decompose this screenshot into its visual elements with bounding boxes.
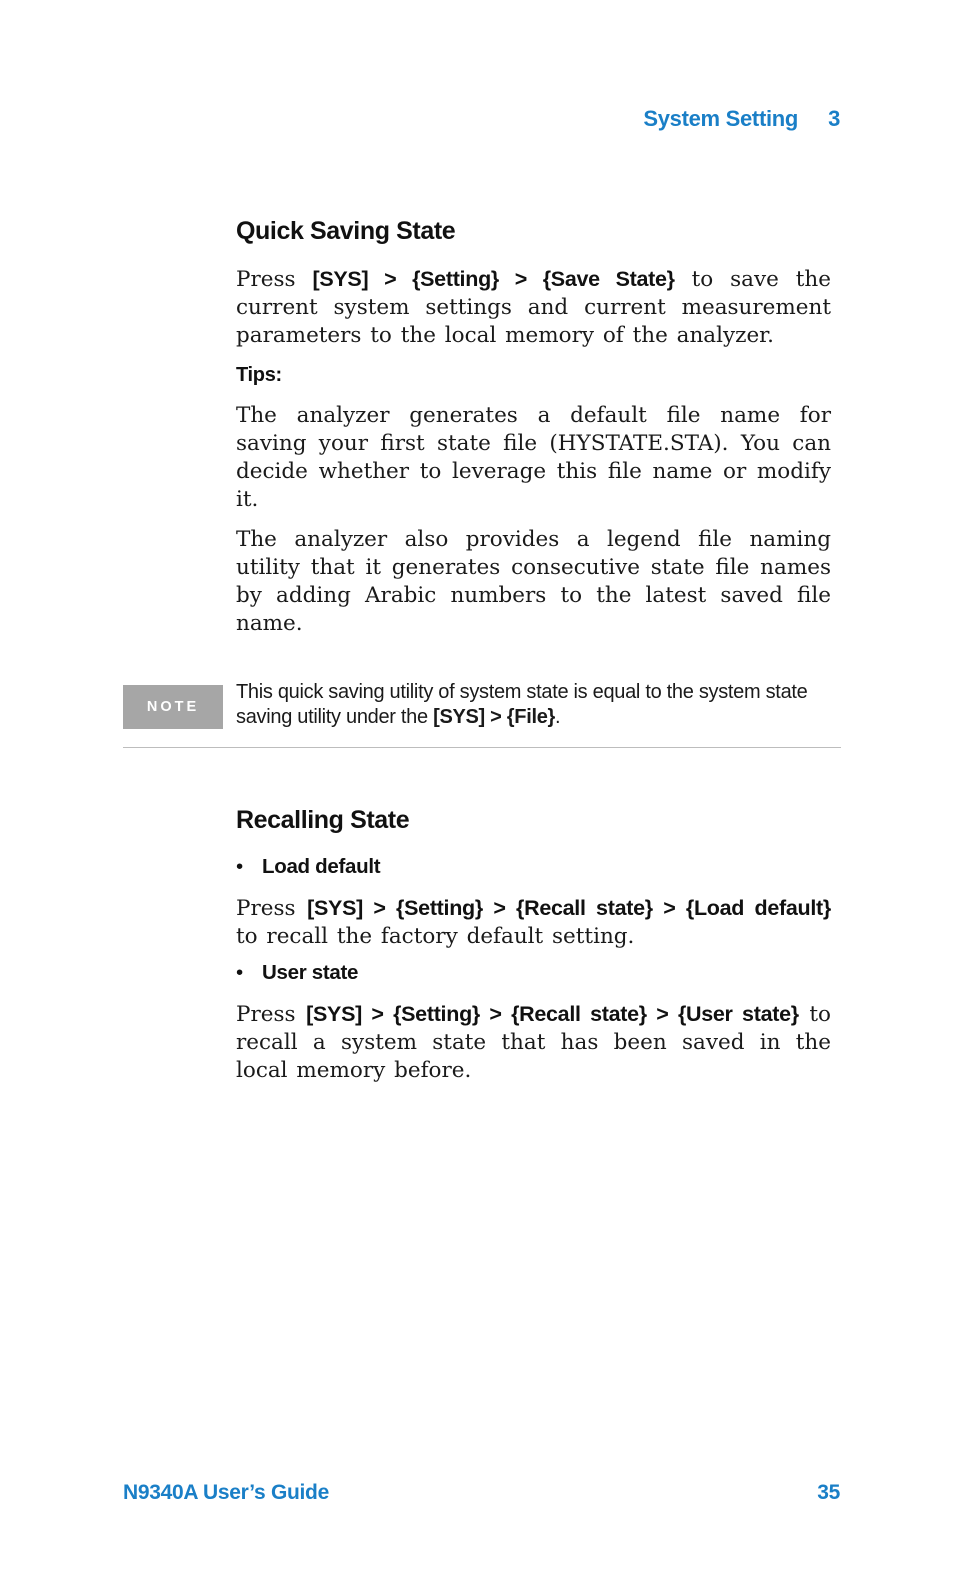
note-badge: NOTE [123,685,223,729]
bullet-user-state [236,961,358,985]
section-title: System Setting [643,106,799,131]
bullet-glyph: • [236,855,243,878]
note-body: This quick saving utility of system state is equal to the system state saving utility under the [236,681,808,728]
paragraph-save-state [236,265,831,350]
footer-page-number: 35 [817,1481,840,1504]
text: to recall a system state that has been saved in the local memory before. [236,1002,831,1083]
paragraph-user-state [236,1000,831,1085]
text: Press [236,267,296,292]
bullet-label: User state [262,961,359,984]
bullet-label: Load default [262,855,381,878]
heading-recalling-state: Recalling State [236,806,410,834]
command-path: [SYS] > {Setting} > {Save State} [312,267,675,291]
note-command-path: [SYS] > {File} [433,706,556,728]
paragraph-tip-1: The analyzer generates a default file name for saving your first state file (HYSTATE.STA). You can decide whether to leverage this file name or modify it. [236,403,831,512]
text: to save the current system settings and current measurement parameters to the local memory of the analyzer. [236,267,831,348]
command-path: [SYS] > {Setting} > {Recall state} > {User state} [306,1002,799,1026]
bullet-load-default [236,855,380,879]
note-end: . [555,706,561,728]
note-divider [123,747,841,748]
text: Press [236,896,296,921]
heading-quick-saving-state: Quick Saving State [236,217,456,245]
text: to recall the factory default setting. [236,924,635,949]
tips-label: Tips: [236,364,282,386]
footer-guide-title: N9340A User’s Guide [123,1481,329,1504]
note-text [236,680,846,730]
command-path: [SYS] > {Setting} > {Recall state} > {Load default} [307,896,831,920]
text: Press [236,1002,296,1027]
paragraph-tip-2: The analyzer also provides a legend file naming utility that it generates consecutive state file names by adding Arabic numbers to the latest saved file name. [236,527,831,636]
chapter-number: 3 [828,106,840,131]
paragraph-load-default [236,894,831,951]
bullet-glyph: • [236,961,243,984]
running-header [643,106,840,132]
